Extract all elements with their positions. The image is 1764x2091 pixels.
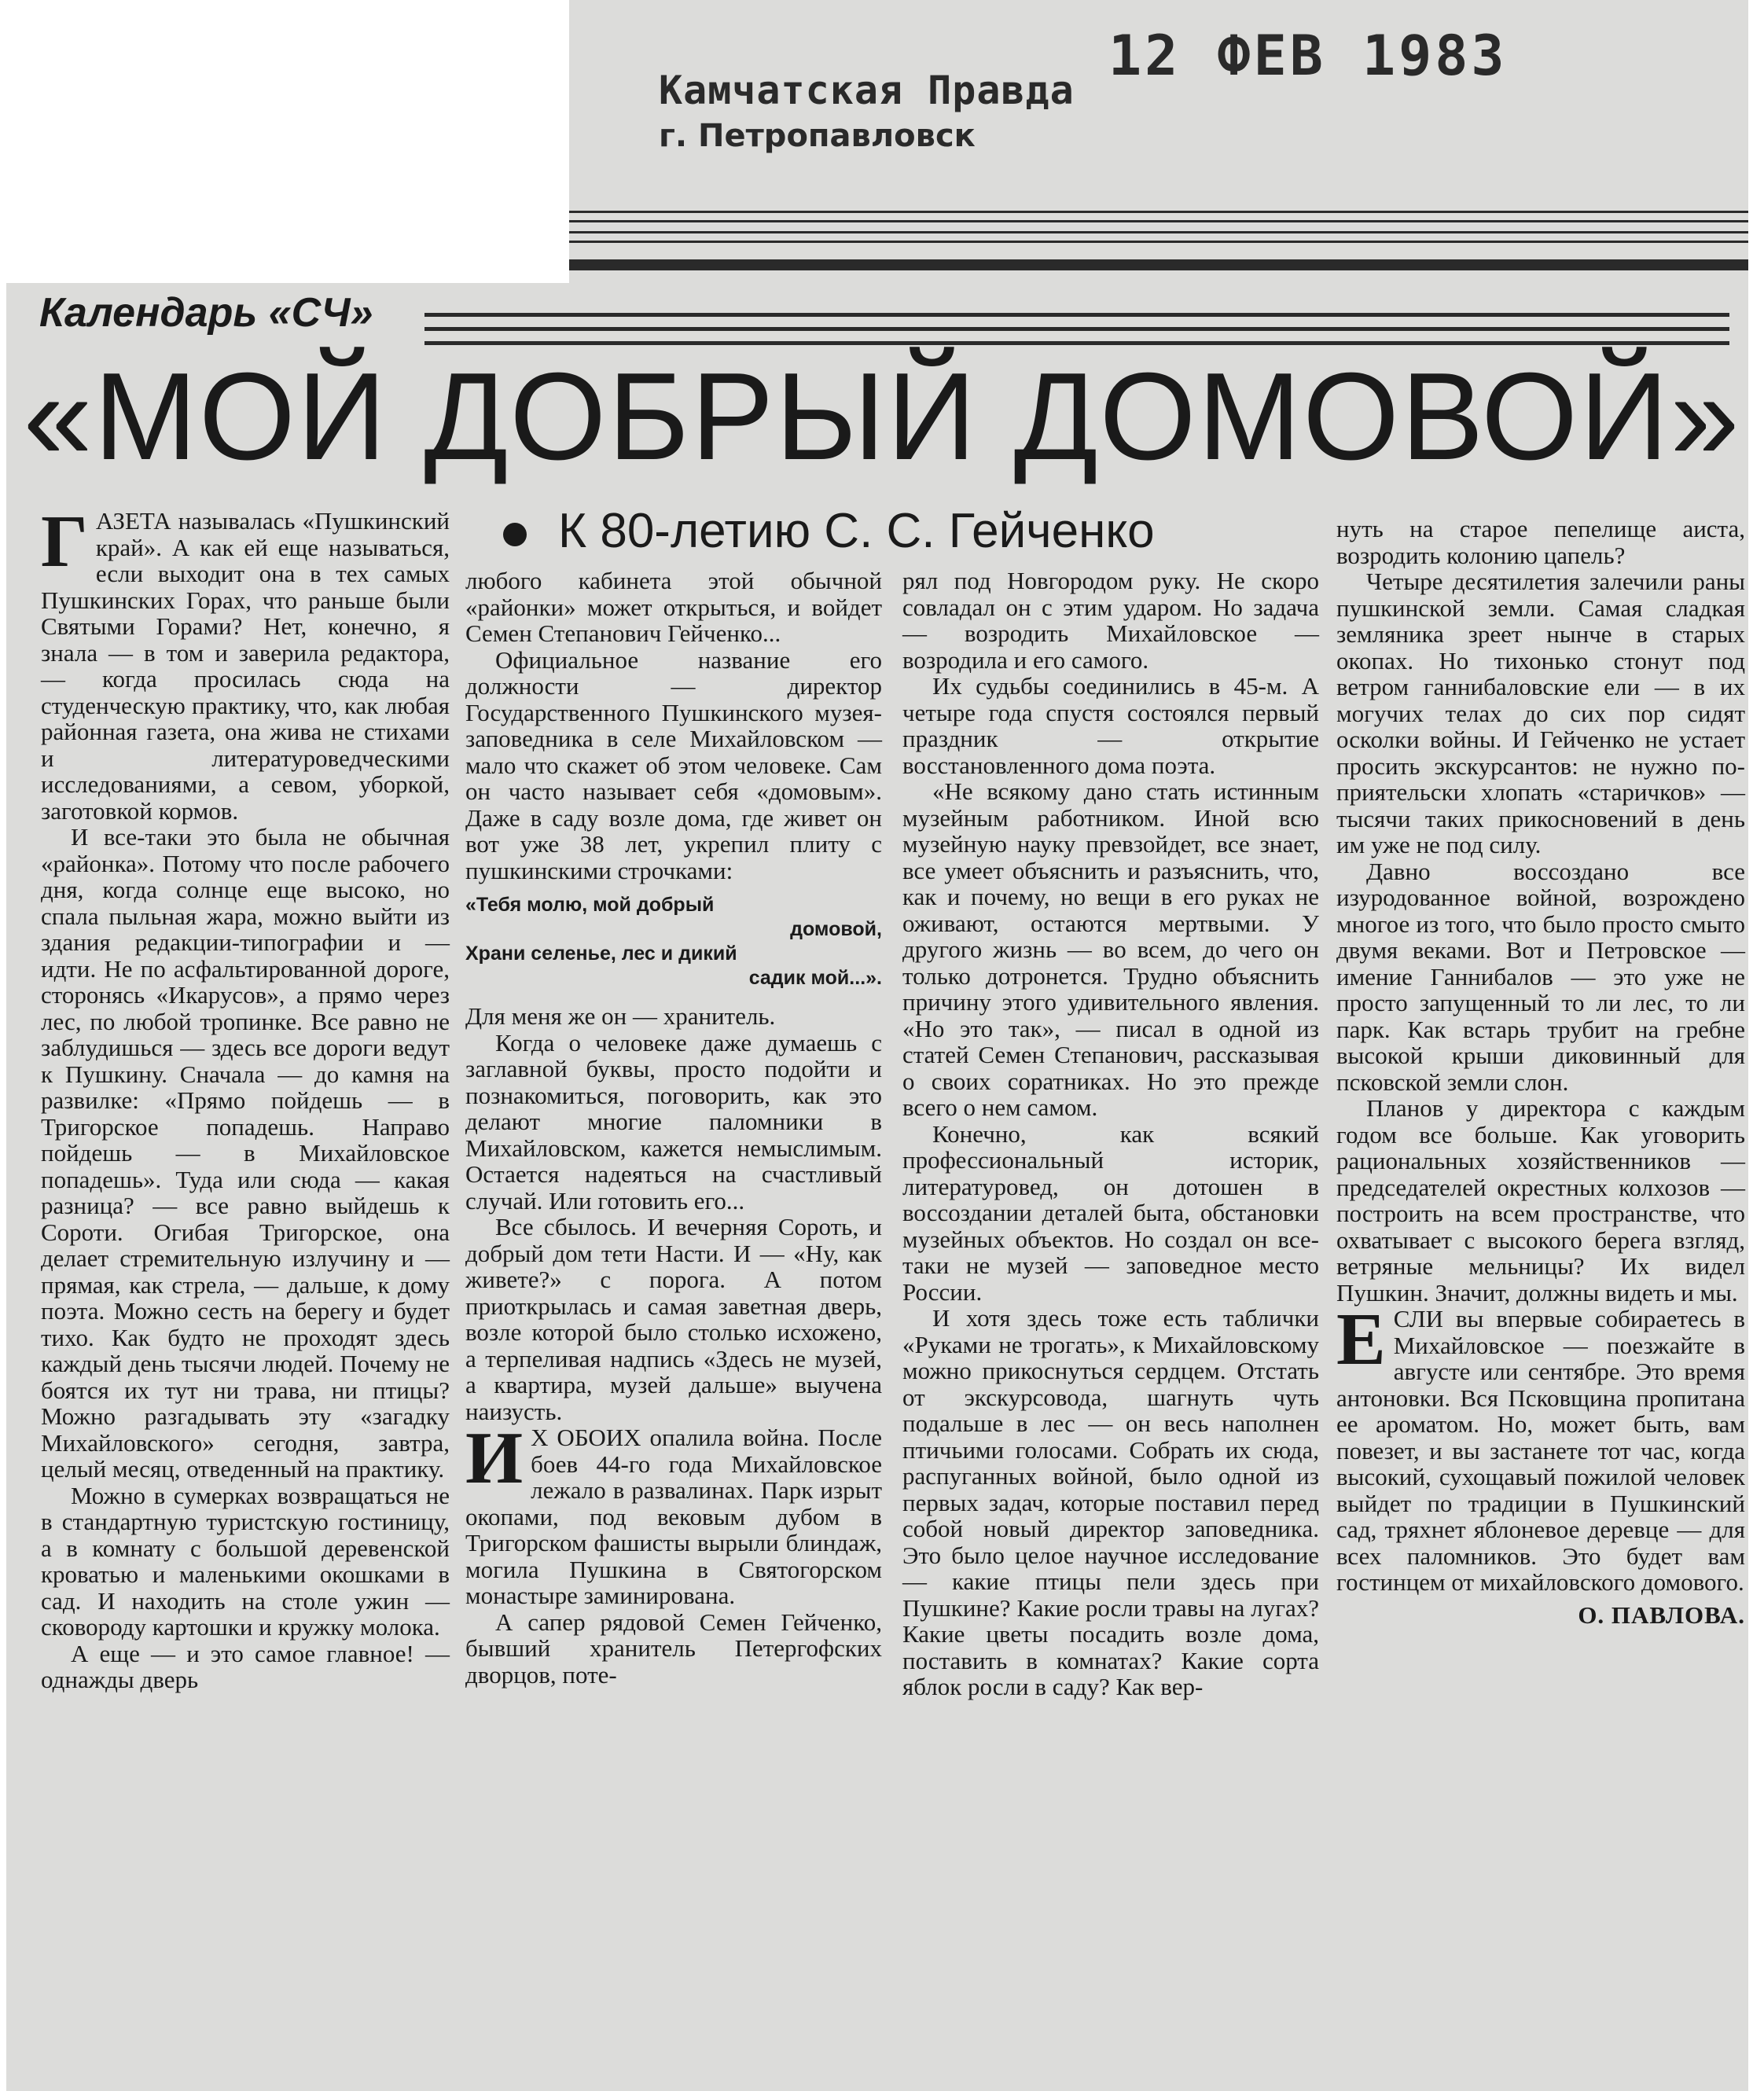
paragraph: «Не всякому дано стать истинным музейным работником. Иной всю музейную науку превзойдет, все знает, все умеет объяснить и разъяснить, что, как и почему, но вещи в его руках не оживают, остаются мертвыми. У другого жизнь — во всем, до чего он только дотронется. Трудно объяснить причину этого удивительного явления. «Но это так», — писал в одной из статей Семен Степанович, рассказывая о своих соратниках. Но это прежде всего о нем самом.	[902, 777, 1319, 1121]
paragraph: Официальное название его должности — директор Государственного Пушкинского музея-заповедника в селе Михайловском — мало что скажет об этом человеке. Сам он часто называет себя «домовым». Даже в саду возле дома, где живет он вот уже 38 лет, укрепил плиту с пушкинскими строчками:	[465, 645, 882, 884]
paragraph: А сапер рядовой Семен Гейченко, бывший хранитель Петергофских дворцов, поте-	[465, 1608, 882, 1689]
rubric-rule	[424, 341, 1729, 345]
subtitle	[503, 503, 1336, 559]
paragraph: рял под Новгородом руку. Не скоро совладал он с этим ударом. Но задача — возродить Михайловское — возродила и его самого.	[902, 567, 1319, 674]
paragraph: любого кабинета этой обычной «районки» может открыться, и войдет Семен Степанович Гейченко...	[465, 567, 882, 647]
paragraph: Четыре десятилетия залечили раны пушкинской земли. Самая сладкая земляника зреет нынче в старых окопах. Но тихонько стонут под ветром ганнибаловские ели — в их могучих телах до сих пор сидят осколки войны. И Гейченко не устает просить экскурсантов: не нужно по-приятельски хлопать «старичков» — тысячи таких прикосновений в день им уже не под силу.	[1336, 568, 1745, 858]
stamp-date: 12 ФЕВ 1983	[1108, 24, 1508, 88]
divider-rule	[569, 211, 1748, 213]
paragraph: Конечно, как всякий профессиональный историк, литературовед, он дотошен в воссоздании деталей быта, обстановки музейных объектов. Но создал он все-таки не музей — заповедное место России.	[902, 1119, 1319, 1306]
subtitle-text: К 80-летию С. С. Гейченко	[558, 504, 1155, 558]
paragraph: нуть на старое пепелище аиста, возродить колонию цапель?	[1336, 515, 1745, 569]
divider-rule-thick	[569, 259, 1748, 270]
paragraph: А еще — и это самое главное! — однажды дверь	[41, 1639, 450, 1693]
paragraph: И хотя здесь тоже есть таблички «Руками не трогать», к Михайловскому можно прикоснуться сердцем. Отстать от экскурсовода, шагнуть чуть подальше в лес — он весь наполнен птичьими голосами. Собрать их сюда, распуганных войной, было одной из первых задач, которые поставил перед собой новый директор заповедника. Это было целое научное исследование — какие птицы пели здесь при Пушкине? Какие росли травы на лугах? Какие цветы посадить возле дома, поставить в комнатах? Какие сорта яблок росли в саду? Как вер-	[902, 1304, 1319, 1700]
paragraph: Давно воссоздано все изуродованное войной, возрождено многое из того, что было просто смыто двумя веками. Вот и Петровское — имение Ганнибалов — это уже не просто запущенный то ли лес, то ли парк. Как встарь трубит на гребне высокой крыши диковинный для псковской земли слон.	[1336, 857, 1745, 1096]
paragraph: ЕСЛИ вы впервые собираетесь в Михайловское — поезжайте в августе или сентябре. Это время антоновки. Вся Псковщина пропитана ее ароматом. Но, может быть, вам повезет, и вы застанете тот час, когда высокий, сухощавый пожилой человек выйдет по традиции в Пушкинский сад, тряхнет яблоневое деревце — для всех паломников. Это будет вам гостинцем от михайловского домового.	[1336, 1299, 1745, 1596]
rubric-rule	[424, 327, 1729, 331]
drop-cap: Е	[1336, 1299, 1386, 1380]
poem-line: Храни селенье, лес и дикий	[465, 943, 737, 965]
rubric-label: Календарь «СЧ»	[39, 290, 373, 336]
poem-line: домовой,	[790, 918, 882, 940]
paragraph: Все сбылось. И вечерняя Сороть, и добрый дом тети Насти. И — «Ну, как живете?» с порога. А потом приоткрылась и самая заветная дверь, возле которой было столько исхожено, а терпеливая надпись «Здесь не музей, а квартира, музей дальше» выучена наизусть.	[465, 1213, 882, 1425]
drop-cap: Г	[41, 501, 88, 582]
stamp-city: г. Петропавловск	[659, 118, 976, 154]
rubric-rule	[424, 313, 1729, 317]
article-column-3	[902, 568, 1319, 1700]
divider-rule	[569, 241, 1748, 243]
paragraph: И все-таки это была не обычная «районка». Потому что после рабочего дня, когда солнце еще высоко, но спала пыльная жара, можно выйти из здания редакции-типографии и — идти. Не по асфальтированной дороге, сторонясь «Икарусов», а прямо через лес, по любой тропинке. Все равно не заблудишься — здесь все дороги ведут к Пушкину. Сначала — до камня на развилке: «Прямо пойдешь — в Тригорское попадешь. Направо пойдешь — в Михайловское попадешь». Туда или сюда — какая разница? — все равно выйдешь к Сороти. Огибая Тригорское, она делает стремительную излучину и — прямая, как стрела, — дальше, к дому поэта. Можно сесть на берегу и будет тихо. Как будто не проходят здесь каждый день тысячи людей. Почему не боятся их тут ни трава, ни птицы? Можно разгадывать эту «загадку Михайловского» сегодня, завтра, целый месяц, отведенный на практику.	[41, 823, 450, 1483]
poem-line: «Тебя молю, мой добрый	[465, 894, 715, 916]
paragraph: Когда о человеке даже думаешь с заглавной буквы, просто подойти и познакомиться, поговорить, как это делают многие паломники в Михайловском, кажется немыслимым. Остается надеяться на счастливый случай. Или готовить его...	[465, 1028, 882, 1215]
article-column-1	[41, 501, 450, 1693]
paragraph: Можно в сумерках возвращаться не в стандартную туристскую гостиницу, а в комнату с большой деревенской кроватью и маленькими окошками в сад. И находить на столе ужин — сковороду картошки и кружку молока.	[41, 1481, 450, 1641]
paragraph: И Х ОБОИХ опалила война. После боев 44-го года Михайловское лежало в развалинах. Парк изрыт окопами, под вековым дубом в Тригорском фашисты вырыли блиндаж, могила Пушкина в Святогорском монастыре заминирована.	[465, 1417, 882, 1609]
article-column-2	[465, 568, 882, 1688]
stamp-newspaper-name: Камчатская Правда	[659, 68, 1075, 113]
article-column-4	[1336, 516, 1745, 1628]
divider-rule	[569, 220, 1748, 222]
paragraph: ГАЗЕТА называлась «Пушкинский край». А как ей еще называться, если выходит она в тех самых Пушкинских Горах, что раньше были Святыми Горами? Нет, конечно, я знала — в том и заверила редактора, — когда просилась сюда на студенческую практику, что, как любая районная газета, она жива не стихами и литературоведческими исследованиями, а севом, уборкой, заготовкой кормов.	[41, 501, 450, 825]
bullet-icon	[503, 523, 527, 546]
divider-rule	[569, 231, 1748, 233]
poem-quote	[465, 893, 882, 990]
author-signature: О. ПАВЛОВА.	[1578, 1600, 1745, 1629]
poem-line: садик мой...».	[748, 967, 882, 989]
drop-cap: И	[465, 1417, 524, 1499]
paragraph: Их судьбы соединились в 45-м. А четыре года спустя состоялся первый праздник — открытие восстановленного дома поэта.	[902, 672, 1319, 779]
paragraph: Для меня же он — хранитель.	[465, 1002, 776, 1030]
paragraph: Планов у директора с каждым годом все больше. Как уговорить рациональных хозяйственников — председателей окрестных колхозов — построить на всем пространстве, что охватывает с высокого берега взгляд, ветряные мельницы? Их видел Пушкин. Значит, должны видеть и мы.	[1336, 1094, 1745, 1306]
headline: «МОЙ ДОБРЫЙ ДОМОВОЙ»	[23, 347, 1741, 486]
